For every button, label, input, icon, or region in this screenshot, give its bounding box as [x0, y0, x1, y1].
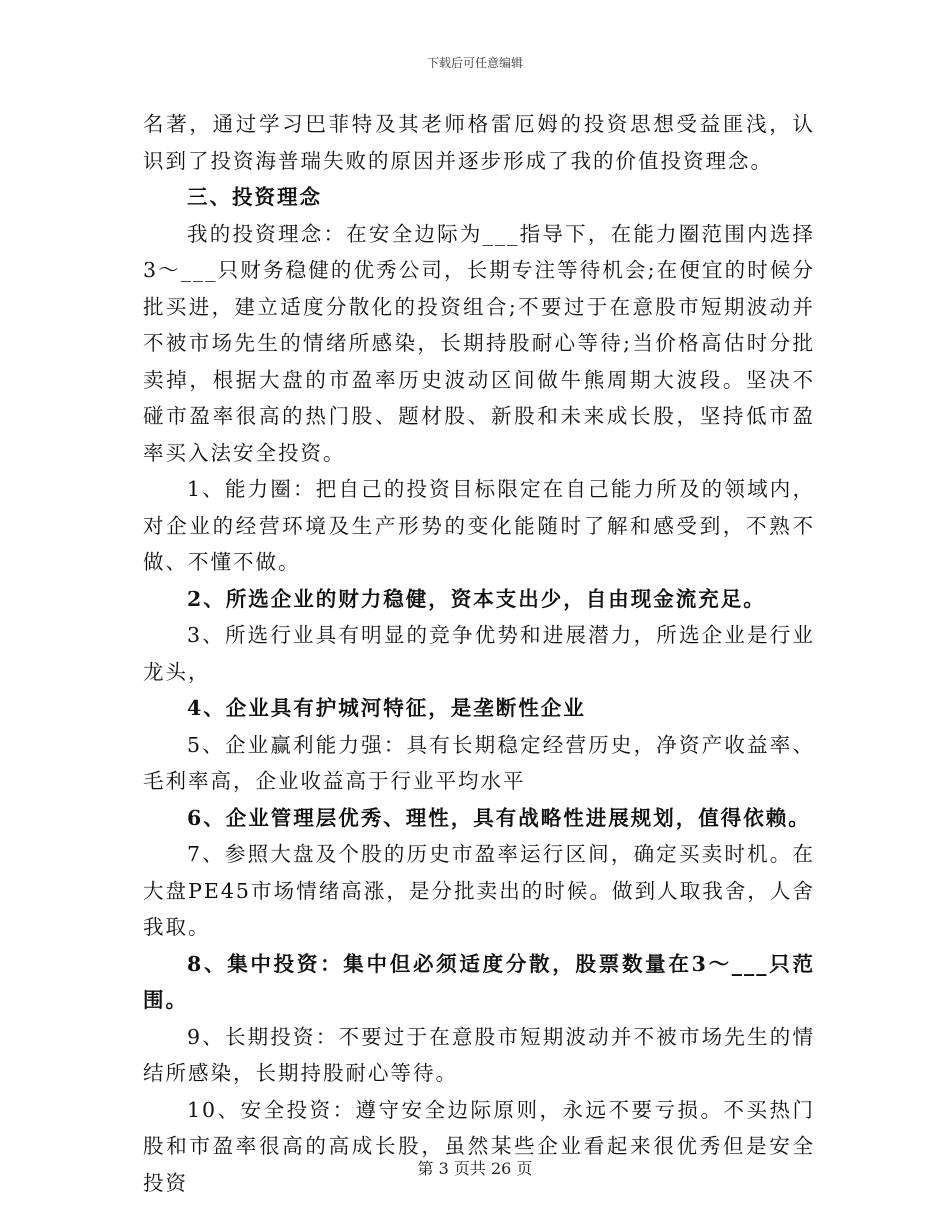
- list-item-9-long-term: 9、长期投资：不要过于在意股市短期波动并不被市场先生的情结所感染，长期持股耐心等待。: [143, 1024, 815, 1085]
- list-item-2-financial-stability: 2、所选企业的财力稳健，资本支出少，自由现金流充足。: [187, 586, 766, 611]
- list-item-3-competitive-advantage: 3、所选行业具有明显的竞争优势和进展潜力，所选企业是行业龙头，: [143, 623, 815, 684]
- list-item-6-management: 6、企业管理层优秀、理性，具有战略性进展规划，值得依赖。: [187, 805, 811, 830]
- list-item-4-moat: 4、企业具有护城河特征，是垄断性企业: [187, 696, 586, 720]
- document-body: [143, 106, 815, 1201]
- list-item-5-profitability: 5、企业赢利能力强：具有长期稳定经营历史，净资产收益率、毛利率高，企业收益高于行业平均水平: [143, 732, 815, 793]
- list-item-1-circle-of-competence: 1、能力圈：把自己的投资目标限定在自己能力所及的领域内，对企业的经营环境及生产形势的变化能随时了解和感受到，不熟不做、不懂不做。: [143, 477, 815, 574]
- list-item-10-safety: 10、安全投资：遵守安全边际原则，永远不要亏损。不买热门股和市盈率很高的高成长股，虽然某些企业看起来很优秀但是安全投资: [143, 1097, 815, 1195]
- section-heading-investment-philosophy: 三、投资理念: [187, 185, 322, 209]
- page-header: 下载后可任意编辑: [426, 56, 523, 70]
- list-item-7-timing: 7、参照大盘及个股的历史市盈率运行区间，确定买卖时机。在大盘PE45市场情绪高涨，是分批卖出的时候。做到人取我舍，人舍我取。: [143, 842, 815, 939]
- paragraph-investment-philosophy: 我的投资理念：在安全边际为___指导下，在能力圈范围内选择3～___只财务稳健的优秀公司，长期专注等待机会;在便宜的时候分批买进，建立适度分散化的投资组合;不要过于在意股市短期波动并不被市场先生的情绪所感染，长期持股耐心等待;当价格高估时分批卖掉，根据大盘的市盈率历史波动区间做牛熊周期大波段。坚决不碰市盈率很高的热门股、题材股、新股和未来成长股，坚持低市盈率买入法安全投资。: [143, 221, 815, 465]
- paragraph-intro-continued: 名著，通过学习巴菲特及其老师格雷厄姆的投资思想受益匪浅，认识到了投资海普瑞失败的原因并逐步形成了我的价值投资理念。: [143, 112, 815, 173]
- page-footer: 第 3 页共 26 页: [417, 1159, 533, 1178]
- list-item-8-concentration: 8、集中投资：集中但必须适度分散，股票数量在3～___只范围。: [143, 951, 815, 1012]
